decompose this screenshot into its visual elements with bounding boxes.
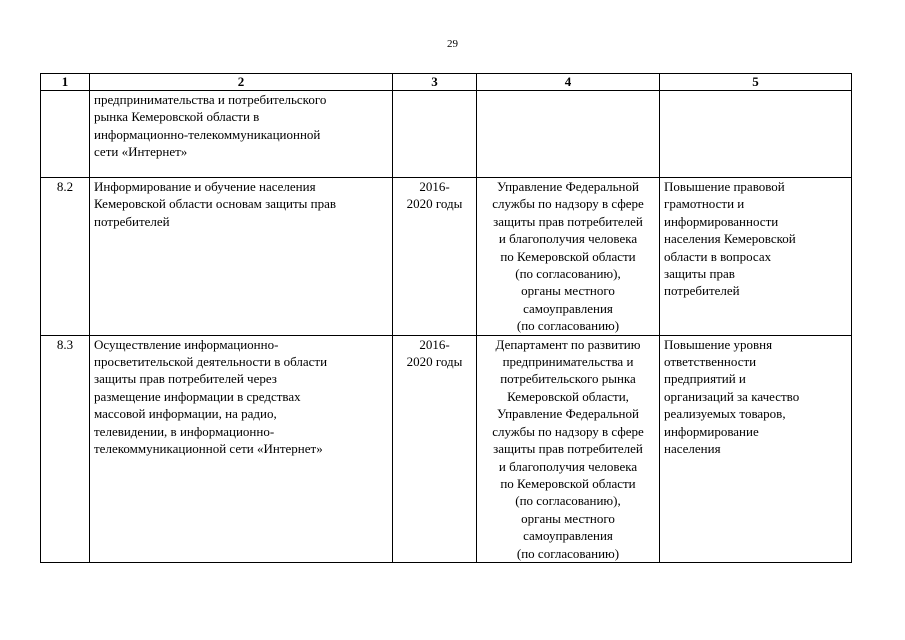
- column-header-4: 4: [477, 74, 660, 91]
- text-line: (по согласованию): [516, 318, 620, 334]
- text-line: 2016-: [419, 179, 450, 194]
- text-line: телевидении, в информационно-: [94, 423, 275, 439]
- text-line: организаций за качество: [664, 388, 800, 404]
- text-line: службы по надзору в сфере: [492, 423, 644, 439]
- text-line: сети «Интернет»: [94, 144, 188, 160]
- text-line: телекоммуникационной сети «Интернет»: [94, 441, 323, 457]
- text-line: грамотности и: [664, 196, 745, 212]
- expected-result: [660, 178, 852, 336]
- text-line: реализуемых товаров,: [664, 406, 786, 422]
- text-line: защиты прав потребителей через: [94, 371, 277, 387]
- responsible-executor: [477, 178, 660, 336]
- text-line: 2020 годы: [406, 196, 463, 212]
- text-line: службы по надзору в сфере: [492, 196, 644, 212]
- text-line: и благополучия человека: [498, 458, 638, 474]
- implementation-period: [393, 335, 477, 562]
- text-line: области в вопросах: [664, 248, 772, 264]
- text-line: самоуправления: [523, 528, 613, 544]
- text-line: защиты прав потребителей: [493, 213, 643, 229]
- text-line: массовой информации, на радио,: [94, 406, 277, 422]
- text-line: рынка Кемеровской области в: [94, 109, 260, 125]
- measures-table: [40, 73, 852, 563]
- expected-result: [660, 335, 852, 562]
- column-header-5: 5: [660, 74, 852, 91]
- text-line: по Кемеровской области: [500, 475, 636, 491]
- text-line: Информирование и обучение населения: [94, 179, 316, 194]
- column-header-1: 1: [41, 74, 90, 91]
- text-line: 2016-: [419, 336, 450, 352]
- text-line: предпринимательства и: [502, 354, 634, 370]
- text-line: потребителей: [94, 213, 170, 229]
- text-line: населения Кемеровской: [664, 231, 796, 247]
- text-line: размещение информации в средствах: [94, 388, 301, 404]
- text-line: ответственности: [664, 354, 757, 370]
- implementation-period: [393, 91, 477, 178]
- table-row: [41, 335, 852, 562]
- text-line: потребителей: [664, 283, 740, 299]
- text-line: населения: [664, 441, 721, 457]
- page-number: 29: [447, 38, 458, 50]
- column-header-3: 3: [393, 74, 477, 91]
- expected-result: [660, 91, 852, 178]
- row-number: 8.2: [41, 178, 90, 336]
- row-number: [41, 91, 90, 178]
- text-line: просветительской деятельности в области: [94, 354, 328, 370]
- text-line: предприятий и: [664, 371, 746, 387]
- text-line: 2020 годы: [406, 354, 463, 370]
- text-line: Управление Федеральной: [497, 406, 639, 422]
- implementation-period: [393, 178, 477, 336]
- text-line: по Кемеровской области: [500, 248, 636, 264]
- text-line: информированности: [664, 213, 779, 229]
- text-line: защиты прав потребителей: [493, 441, 643, 457]
- text-line: (по согласованию),: [515, 266, 621, 282]
- text-line: предпринимательства и потребительского: [94, 92, 327, 107]
- row-number: 8.3: [41, 335, 90, 562]
- responsible-executor: [477, 335, 660, 562]
- text-line: Осуществление информационно-: [94, 336, 279, 352]
- text-line: защиты прав: [664, 266, 735, 282]
- column-header-2: 2: [90, 74, 393, 91]
- measure-description: [90, 91, 393, 178]
- text-line: потребительского рынка: [500, 371, 636, 387]
- text-line: Кемеровской области основам защиты прав: [94, 196, 337, 212]
- text-line: самоуправления: [523, 300, 613, 316]
- text-line: (по согласованию): [516, 545, 620, 561]
- text-line: Повышение правовой: [664, 179, 785, 194]
- measure-description: [90, 178, 393, 336]
- text-line: Кемеровской области,: [507, 388, 629, 404]
- text-line: Управление Федеральной: [497, 179, 639, 194]
- measure-description: [90, 335, 393, 562]
- text-line: информирование: [664, 423, 759, 439]
- text-line: и благополучия человека: [498, 231, 638, 247]
- text-line: Департамент по развитию: [495, 336, 641, 352]
- text-line: (по согласованию),: [515, 493, 621, 509]
- header-row: [41, 74, 852, 91]
- table-row: [41, 91, 852, 178]
- text-line: Повышение уровня: [664, 336, 773, 352]
- text-line: информационно-телекоммуникационной: [94, 126, 321, 142]
- table-row: [41, 178, 852, 336]
- text-line: органы местного: [521, 510, 615, 526]
- text-line: органы местного: [521, 283, 615, 299]
- responsible-executor: [477, 91, 660, 178]
